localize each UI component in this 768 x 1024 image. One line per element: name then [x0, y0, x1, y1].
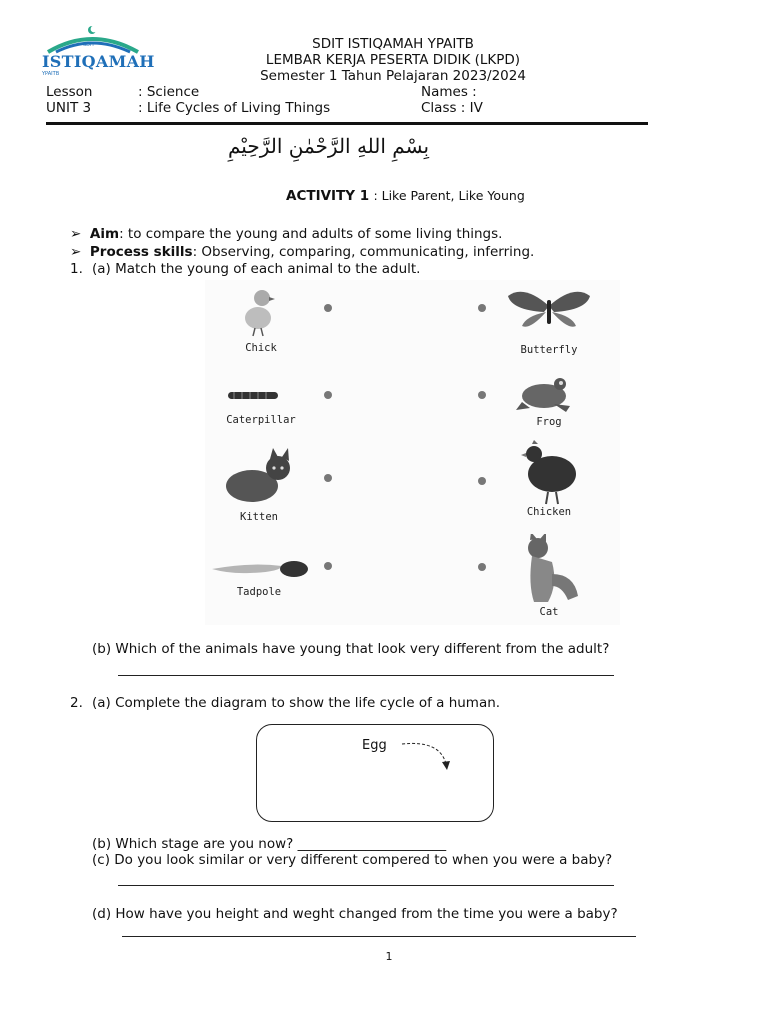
label-butterfly: Butterfly [520, 344, 578, 356]
diagram-stage-egg: Egg [362, 738, 387, 753]
q2a-text: (a) Complete the diagram to show the life cycle of a human. [92, 695, 501, 711]
tadpole-image [210, 558, 310, 580]
q2c-answer-line[interactable] [118, 885, 614, 886]
semester-text: Semester 1 Tahun Pelajaran 2023/2024 [260, 68, 526, 84]
q1b-text: (b) Which of the animals have young that look very different from the adult? [92, 641, 610, 657]
match-dot-kitten[interactable] [324, 474, 332, 482]
worksheet-title: LEMBAR KERJA PESERTA DIDIK (LKPD) [265, 52, 521, 68]
school-logo [42, 22, 155, 78]
aim-text: : to compare the young and adults of some living things. [119, 226, 503, 242]
aim-label: Aim [89, 226, 120, 242]
match-dot-chick[interactable] [324, 304, 332, 312]
logo-arc-icon [42, 22, 142, 56]
process-text: : Observing, comparing, communicating, inferring. [192, 244, 535, 260]
aim-line [70, 226, 502, 242]
q1a-text: (a) Match the young of each animal to the adult. [92, 261, 421, 277]
lesson-label: Lesson [46, 84, 93, 100]
logo-text: ISTIQAMAH [42, 52, 155, 71]
arrow-bullet-icon: ➢ [70, 244, 82, 260]
unit-value: : Life Cycles of Living Things [138, 100, 331, 116]
label-cat: Cat [539, 606, 559, 618]
match-dot-frog[interactable] [478, 391, 486, 399]
label-chicken: Chicken [526, 506, 572, 518]
logo-small-text: SDIT [83, 42, 95, 48]
class-label: Class : IV [421, 100, 483, 116]
match-dot-caterpillar[interactable] [324, 391, 332, 399]
match-dot-chicken[interactable] [478, 477, 486, 485]
q1-number: 1. [70, 261, 83, 277]
school-name: SDIT ISTIQAMAH YPAITB [312, 36, 474, 52]
label-frog: Frog [536, 416, 562, 428]
curved-arrow-icon [400, 738, 454, 772]
q1b-answer-line[interactable] [118, 675, 614, 676]
basmalah-calligraphy: بِسْمِ اللهِ الرَّحْمٰنِ الرَّحِيْمِ [228, 134, 430, 158]
logo-sub-text: YPAITB [42, 71, 60, 77]
activity-title: ACTIVITY 1 [286, 188, 370, 204]
process-line [70, 244, 534, 260]
match-dot-butterfly[interactable] [478, 304, 486, 312]
chicken-image [520, 440, 580, 506]
kitten-image [220, 446, 296, 506]
cat-image [518, 534, 588, 606]
q2b-text: (b) Which stage are you now? ______________________ [92, 836, 447, 852]
page-number: 1 [385, 950, 393, 963]
q2d-text: (d) How have you height and weght changed from the time you were a baby? [92, 906, 618, 922]
caterpillar-image [226, 388, 280, 402]
unit-label: UNIT 3 [46, 100, 92, 116]
arrow-bullet-icon: ➢ [70, 226, 82, 242]
label-caterpillar: Caterpillar [226, 414, 296, 426]
header-divider [46, 122, 648, 125]
label-kitten: Kitten [240, 511, 278, 523]
match-dot-cat[interactable] [478, 563, 486, 571]
chick-image [238, 282, 278, 338]
q2d-answer-line[interactable] [122, 936, 636, 937]
label-tadpole: Tadpole [236, 586, 282, 598]
lesson-value: : Science [138, 84, 200, 100]
butterfly-image [504, 286, 594, 334]
activity-subtitle: : Like Parent, Like Young [373, 188, 525, 203]
process-label: Process skills [89, 244, 193, 260]
activity-heading [286, 188, 525, 204]
frog-image [514, 372, 576, 414]
label-chick: Chick [245, 342, 277, 354]
q2c-text: (c) Do you look similar or very different compered to when you were a baby? [92, 852, 613, 868]
names-label: Names : [421, 84, 477, 100]
q2-number: 2. [70, 695, 83, 711]
match-dot-tadpole[interactable] [324, 562, 332, 570]
